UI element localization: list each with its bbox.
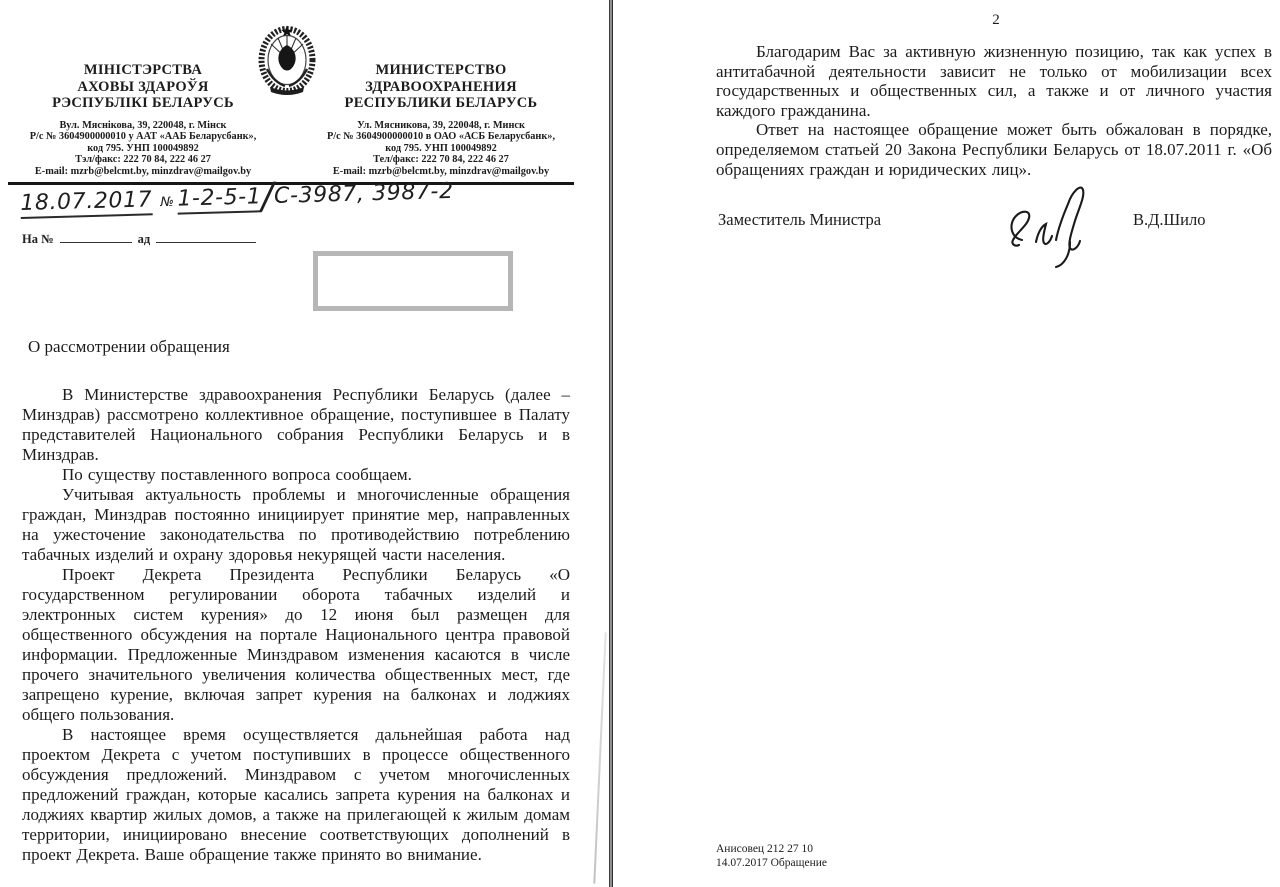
letterhead-russian	[306, 62, 576, 177]
handwritten-date: 18.07.2017	[20, 187, 153, 219]
page2-body	[716, 42, 1272, 179]
title-line: РЭСПУБЛІКІ БЕЛАРУСЬ	[52, 95, 234, 111]
title-line: МІНІСТЭРСТВА	[83, 62, 203, 78]
footer-note	[716, 842, 827, 870]
ministry-address-by	[10, 120, 276, 178]
ad-label: ад	[137, 232, 151, 246]
ad-blank	[156, 231, 256, 243]
address-line: E-mail: mzrb@belcmt.by, minzdrav@mailgov.by	[34, 165, 252, 177]
address-line: E-mail: mzrb@belcmt.by, minzdrav@mailgov.by	[332, 165, 550, 177]
address-line: код 795. УНП 100049892	[87, 142, 199, 154]
na-no-blank	[60, 231, 132, 243]
ministry-title-by	[10, 62, 276, 112]
address-line: Р/с № 3604900000010 у ААТ «ААБ Беларусбанк»,	[29, 131, 257, 143]
handwritten-number-b: С-3987,	[273, 181, 365, 209]
ministry-title-ru	[306, 62, 576, 112]
ministry-address-ru	[306, 120, 576, 178]
address-line: код 795. УНП 100049892	[385, 142, 497, 154]
scan-artifact-line	[593, 632, 606, 884]
footer-line: Анисовец 212 27 10	[716, 843, 813, 855]
signature-title: Заместитель Министра	[718, 210, 882, 229]
stamp-placeholder-box	[313, 251, 513, 311]
number-sign: №	[160, 194, 175, 211]
signature-name: В.Д.Шило	[1133, 210, 1206, 229]
address-line: Вул. Мяснікова, 39, 220048, г. Мінск	[59, 119, 227, 131]
paragraph: По существу поставленного вопроса сообщаем.	[62, 465, 412, 484]
title-line: ЗДРАВООХРАНЕНИЯ	[365, 78, 517, 95]
page1-body	[22, 385, 570, 865]
address-line: Тэл/факс: 222 70 84, 222 46 27	[75, 154, 211, 166]
paragraph: Благодарим Вас за активную жизненную позицию, так как успех в антитабачной деятельности зависит не только от мобилизации всех государственных и общественных сил, а также и от личного участия каждого гражданина.	[716, 42, 1272, 120]
title-line: АХОВЫ ЗДАРОЎЯ	[77, 78, 209, 95]
title-line: МИНИСТЕРСТВО	[375, 62, 507, 78]
paragraph: Ответ на настоящее обращение может быть обжалован в порядке, определяемом статьей 20 Закона Республики Беларусь от 18.07.2011 г. «Об обращениях граждан и юридических лиц».	[716, 120, 1272, 179]
address-line: Ул. Мясникова, 39, 220048, г. Минск	[357, 119, 525, 131]
incoming-reference-line	[22, 231, 256, 247]
title-line: РЕСПУБЛИКИ БЕЛАРУСЬ	[344, 95, 538, 111]
paragraph: В настоящее время осуществляется дальнейшая работа над проектом Декрета с учетом поступивших в процессе общественного обсуждения предложений. Минздравом с учетом многочисленных предложений граждан, которые касались запрета курения на балконах и лоджиях квартир жилых домов, а также на прилегающей к жилым домам территории, инициировано внесение соответствующих дополнений в проект Декрета. Ваше обращение также принято во внимание.	[22, 725, 570, 864]
paragraph: В Министерстве здравоохранения Республики Беларусь (далее – Минздрав) рассмотрено коллективное обращение, поступившее в Палату представителей Национального собрания Республики Беларусь и в Минздрав.	[22, 385, 570, 464]
address-line: Р/с № 3604900000010 в ОАО «АСБ Беларусбанк»,	[326, 131, 556, 143]
handwritten-number-c: 3987-2	[371, 178, 454, 207]
page-divider-line	[609, 0, 613, 887]
na-no-label: На №	[22, 232, 54, 246]
subject-line: О рассмотрении обращения	[28, 337, 230, 356]
paragraph: Проект Декрета Президента Республики Беларусь «О государственном регулировании оборота табачных изделий и электронных систем курения» до 12 июня был размещен для общественного обсуждения на портале Национального центра правовой информации. Предложенные Минздравом изменения касаются в числе прочего значительного увеличения количества общественных мест, где запрещено курение, включая запрет курения на балконах и лоджиях общего пользования.	[22, 565, 570, 724]
letterhead-belarusian	[10, 62, 276, 177]
paragraph: Учитывая актуальность проблемы и многочисленные обращения граждан, Минздрав постоянно инициирует принятие мер, направленных на ужесточение законодательства по противодействию потреблению табачных изделий и охрану здоровья некурящей части населения.	[22, 485, 570, 564]
page-number: 2	[992, 12, 1000, 28]
handwritten-number-a: 1-2-5-1	[177, 184, 262, 214]
signature-icon	[998, 180, 1110, 272]
footer-line: 14.07.2017 Обращение	[716, 857, 828, 869]
address-line: Тел/факс: 222 70 84, 222 46 27	[373, 154, 509, 166]
